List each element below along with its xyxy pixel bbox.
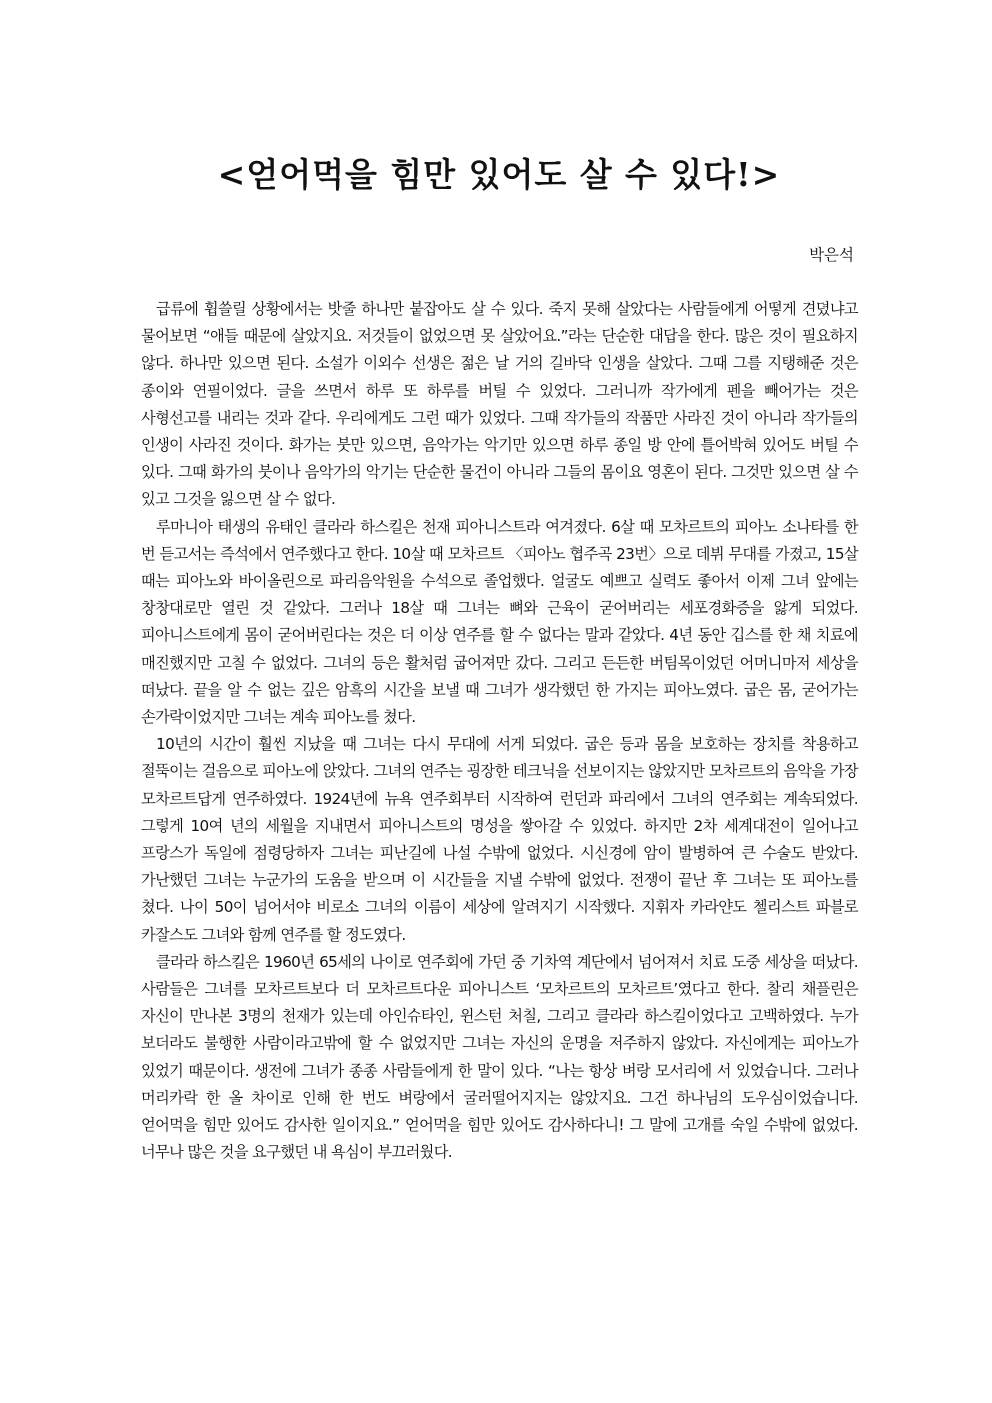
paragraph-2: 루마니아 태생의 유태인 클라라 하스킬은 천재 피아니스트라 여겨졌다. 6살 때 모차르트의 피아노 소나타를 한 번 듣고서는 즉석에서 연주했다고 한다. 10살 때 모차르트 〈피아노 협주곡 23번〉으로 데뷔 무대를 가졌고, 15살 때는 피아노와 바이올린으로 파리음악원을 수석으로 졸업했다. 얼굴도 예쁘고 실력도 좋아서 이제 그녀 앞에는 창창대로만 열린 것 같았다. 그러나 18살 때 그녀는 뼈와 근육이 굳어버리는 세포경화증을 앓게 되었다. 피아니스트에게 몸이 굳어버린다는 것은 더 이상 연주를 할 수 없다는 말과 같았다. 4년 동안 깁스를 한 채 치료에 매진했지만 고칠 수 없었다. 그녀의 등은 활처럼 굽어져만 갔다. 그리고 든든한 버팀목이었던 어머니마저 세상을 떠났다. 끝을 알 수 없는 깊은 암흑의 시간을 보낼 때 그녀가 생각했던 한 가지는 피아노였다. 굽은 몸, 굳어가는 손가락이었지만 그녀는 계속 피아노를 쳤다. (141, 517, 858, 727)
document-title: <얻어먹을 힘만 있어도 살 수 있다!> (217, 155, 781, 194)
paragraph-3: 10년의 시간이 훨씬 지났을 때 그녀는 다시 무대에 서게 되었다. 굽은 등과 몸을 보호하는 장치를 착용하고 절뚝이는 걸음으로 피아노에 앉았다. 그녀의 연주는 굉장한 테크닉을 선보이지는 않았지만 모차르트의 음악을 가장 모차르트답게 연주하였다. 1924년에 뉴욕 연주회부터 시작하여 런던과 파리에서 그녀의 연주회는 계속되었다. 그렇게 10여 년의 세월을 지내면서 피아니스트의 명성을 쌓아갈 수 있었다. 하지만 2차 세계대전이 일어나고 프랑스가 독일에 점령당하자 그녀는 피난길에 나설 수밖에 없었다. 시신경에 암이 발병하여 큰 수술도 받았다. 가난했던 그녀는 누군가의 도움을 받으며 이 시간들을 지낼 수밖에 없었다. 전쟁이 끝난 후 그녀는 또 피아노를 쳤다. 나이 50이 넘어서야 비로소 그녀의 이름이 세상에 알려지기 시작했다. 지휘자 카라얀도 첼리스트 파블로 카잘스도 그녀와 함께 연주를 할 정도였다. (141, 735, 858, 944)
document-body (141, 296, 858, 1167)
paragraph-1: 급류에 휩쓸릴 상황에서는 밧줄 하나만 붙잡아도 살 수 있다. 죽지 못해 살았다는 사람들에게 어떻게 견뎠냐고 물어보면 “애들 때문에 살았지요. 저것들이 없었으면 못 살았어요.”라는 단순한 대답을 한다. 많은 것이 필요하지 않다. 하나만 있으면 된다. 소설가 이외수 선생은 젊은 날 거의 길바닥 인생을 살았다. 그때 그를 지탱해준 것은 종이와 연필이었다. 글을 쓰면서 하루 또 하루를 버틸 수 있었다. 그러니까 작가에게 펜을 빼어가는 것은 사형선고를 내리는 것과 같다. 우리에게도 그런 때가 있었다. 그때 작가들의 작품만 사라진 것이 아니라 작가들의 인생이 사라진 것이다. 화가는 붓만 있으면, 음악가는 악기만 있으면 하루 종일 방 안에 틀어박혀 있어도 버틸 수 있다. 그때 화가의 붓이나 음악가의 악기는 단순한 물건이 아니라 그들의 몸이요 영혼이 된다. 그것만 있으면 살 수 있고 그것을 잃으면 살 수 없다. (141, 300, 858, 509)
paragraph-4: 클라라 하스킬은 1960년 65세의 나이로 연주회에 가던 중 기차역 계단에서 넘어져서 치료 도중 세상을 떠났다. 사람들은 그녀를 모차르트보다 더 모차르트다운 피아니스트 ‘모차르트의 모차르트’였다고 한다. 찰리 채플린은 자신이 만나본 3명의 천재가 있는데 아인슈타인, 윈스턴 처칠, 그리고 클라라 하스킬이었다고 고백하였다. 누가 보더라도 불행한 사람이라고밖에 할 수 없었지만 그녀는 자신의 운명을 저주하지 않았다. 자신에게는 피아노가 있었기 때문이다. 생전에 그녀가 종종 사람들에게 한 말이 있다. “나는 항상 벼랑 모서리에 서 있었습니다. 그러나 머리카락 한 올 차이로 인해 한 번도 벼랑에서 굴러떨어지지는 않았지요. 그건 하나님의 도우심이었습니다. 얻어먹을 힘만 있어도 감사한 일이지요.” 얻어먹을 힘만 있어도 감사하다니! 그 말에 고개를 숙일 수밖에 없었다. 너무나 많은 것을 요구했던 내 욕심이 부끄러웠다. (141, 952, 858, 1162)
author-name: 박은석 (809, 246, 854, 264)
